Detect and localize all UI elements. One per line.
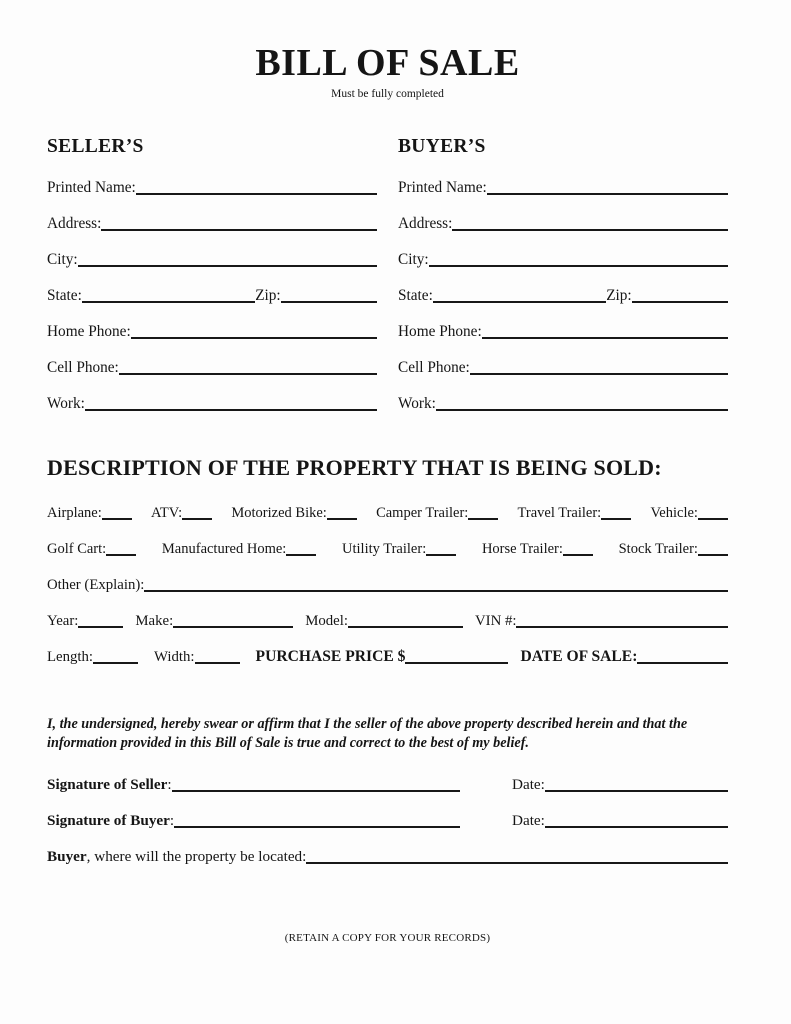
width-label: Width: [154,648,195,665]
buyer-state-zip-row [398,269,728,305]
seller-state-line[interactable] [82,301,255,303]
motorized-bike-label: Motorized Bike: [231,504,327,521]
seller-printed-name-row [47,161,377,197]
length-line[interactable] [93,662,138,664]
seller-work-label: Work: [47,394,85,412]
seller-home-phone-line[interactable] [131,337,377,339]
seller-signature-group [47,776,460,794]
seller-work-row [47,377,377,413]
seller-cell-phone-line[interactable] [119,373,377,375]
vin-label: VIN #: [474,612,517,629]
seller-home-phone-row [47,305,377,341]
camper-trailer-label: Camper Trailer: [376,504,469,521]
property-type-row-2 [47,522,728,558]
seller-city-label: City: [47,250,78,268]
retain-copy-note: (RETAIN A COPY FOR YOUR RECORDS) [284,932,491,945]
horse-trailer-item [482,541,593,558]
atv-check-line[interactable] [182,518,212,520]
buyer-cell-phone-row [398,341,728,377]
atv-label: ATV: [151,504,183,521]
seller-city-line[interactable] [78,265,377,267]
motorized-bike-check-line[interactable] [327,518,357,520]
camper-trailer-item [376,505,498,522]
parties-section [47,136,728,413]
buyer-address-line[interactable] [452,229,728,231]
motorized-bike-item [231,505,356,522]
buyer-signature-row [47,794,728,830]
signature-of-buyer-label: Signature of Buyer [47,812,170,830]
other-explain-line[interactable] [144,590,728,592]
seller-city-row [47,233,377,269]
buyer-section [398,136,728,413]
seller-zip-label: Zip: [255,286,281,304]
buyer-location-lead-label: Buyer [47,848,87,866]
vehicle-label: Vehicle: [650,504,698,521]
manufactured-home-item [162,541,316,558]
seller-section [47,136,377,413]
buyer-date-group [512,812,728,830]
golf-cart-item [47,541,136,558]
year-label: Year: [47,612,79,629]
model-line[interactable] [348,626,463,628]
price-date-row [47,630,728,666]
other-explain-row [47,558,728,594]
description-heading: DESCRIPTION OF THE PROPERTY THAT IS BEING SOLD: [47,454,662,480]
buyer-zip-line[interactable] [632,301,728,303]
buyer-state-label: State: [398,286,433,304]
horse-trailer-label: Horse Trailer: [481,540,563,557]
seller-state-zip-row [47,269,377,305]
golf-cart-label: Golf Cart: [47,540,107,557]
make-label: Make: [135,612,174,629]
utility-trailer-check-line[interactable] [426,554,456,556]
atv-item [151,505,212,522]
buyer-state-line[interactable] [433,301,606,303]
seller-zip-line[interactable] [281,301,377,303]
buyer-home-phone-line[interactable] [482,337,728,339]
seller-state-label: State: [47,286,82,304]
travel-trailer-item [518,505,632,522]
buyer-printed-name-label: Printed Name: [398,178,487,196]
colon: : [169,812,175,830]
manufactured-home-check-line[interactable] [286,554,316,556]
buyer-home-phone-row [398,305,728,341]
purchase-price-label: PURCHASE PRICE $ [255,647,406,665]
buyer-city-label: City: [398,250,429,268]
make-line[interactable] [173,626,293,628]
vehicle-item [650,505,728,522]
year-line[interactable] [78,626,123,628]
property-location-row [47,830,728,866]
seller-home-phone-label: Home Phone: [47,322,131,340]
buyer-city-row [398,233,728,269]
signature-of-seller-label: Signature of Seller [47,776,168,794]
seller-address-label: Address: [47,214,102,232]
buyer-location-rest-label: , where will the property be located: [86,848,307,866]
seller-address-row [47,197,377,233]
vin-line[interactable] [516,626,728,628]
utility-trailer-label: Utility Trailer: [342,540,427,557]
stock-trailer-check-line[interactable] [698,554,728,556]
buyer-signature-line[interactable] [174,826,460,828]
seller-cell-phone-label: Cell Phone: [47,358,119,376]
seller-heading: SELLER’S [47,135,144,157]
horse-trailer-check-line[interactable] [563,554,593,556]
property-location-line[interactable] [306,862,728,864]
seller-signature-row [47,758,728,794]
seller-signature-line[interactable] [172,790,460,792]
buyer-work-line[interactable] [436,409,728,411]
buyer-cell-phone-line[interactable] [470,373,728,375]
seller-date-label: Date: [512,776,545,794]
golf-cart-check-line[interactable] [106,554,136,556]
vehicle-check-line[interactable] [698,518,728,520]
seller-work-line[interactable] [85,409,377,411]
buyer-printed-name-line[interactable] [487,193,728,195]
travel-trailer-label: Travel Trailer: [517,504,602,521]
colon: : [167,776,172,794]
page-subtitle: Must be fully completed [331,87,444,100]
purchase-price-line[interactable] [405,662,508,664]
width-line[interactable] [195,662,240,664]
airplane-item [47,505,132,522]
buyer-city-line[interactable] [429,265,728,267]
vehicle-details-row [47,594,728,630]
utility-trailer-item [342,541,456,558]
seller-printed-name-label: Printed Name: [47,178,136,196]
affirmation-statement: I, the undersigned, hereby swear or affirm that I the seller of the above property described herein and that the information provided in this Bill of Sale is true and correct to the best of my belief. [47,715,688,751]
buyer-work-row [398,377,728,413]
buyer-zip-label: Zip: [606,286,632,304]
seller-cell-phone-row [47,341,377,377]
property-type-row-1 [47,486,728,522]
buyer-printed-name-row [398,161,728,197]
buyer-date-line[interactable] [545,826,728,828]
page-title: BILL OF SALE [255,42,520,84]
stock-trailer-label: Stock Trailer: [618,540,698,557]
model-label: Model: [305,612,348,629]
length-label: Length: [47,648,94,665]
date-of-sale-label: DATE OF SALE: [520,647,638,665]
buyer-home-phone-label: Home Phone: [398,322,482,340]
buyer-date-label: Date: [512,812,545,830]
buyer-cell-phone-label: Cell Phone: [398,358,470,376]
airplane-check-line[interactable] [102,518,132,520]
buyer-work-label: Work: [398,394,436,412]
airplane-label: Airplane: [47,504,102,521]
buyer-heading: BUYER’S [398,135,486,157]
buyer-address-label: Address: [398,214,453,232]
travel-trailer-check-line[interactable] [601,518,631,520]
stock-trailer-item [619,541,728,558]
other-explain-label: Other (Explain): [47,576,145,593]
buyer-signature-group [47,812,460,830]
manufactured-home-label: Manufactured Home: [161,540,287,557]
seller-date-line[interactable] [545,790,728,792]
seller-printed-name-line[interactable] [136,193,377,195]
camper-trailer-check-line[interactable] [468,518,498,520]
seller-address-line[interactable] [101,229,377,231]
buyer-address-row [398,197,728,233]
seller-date-group [512,776,728,794]
date-of-sale-line[interactable] [637,662,728,664]
